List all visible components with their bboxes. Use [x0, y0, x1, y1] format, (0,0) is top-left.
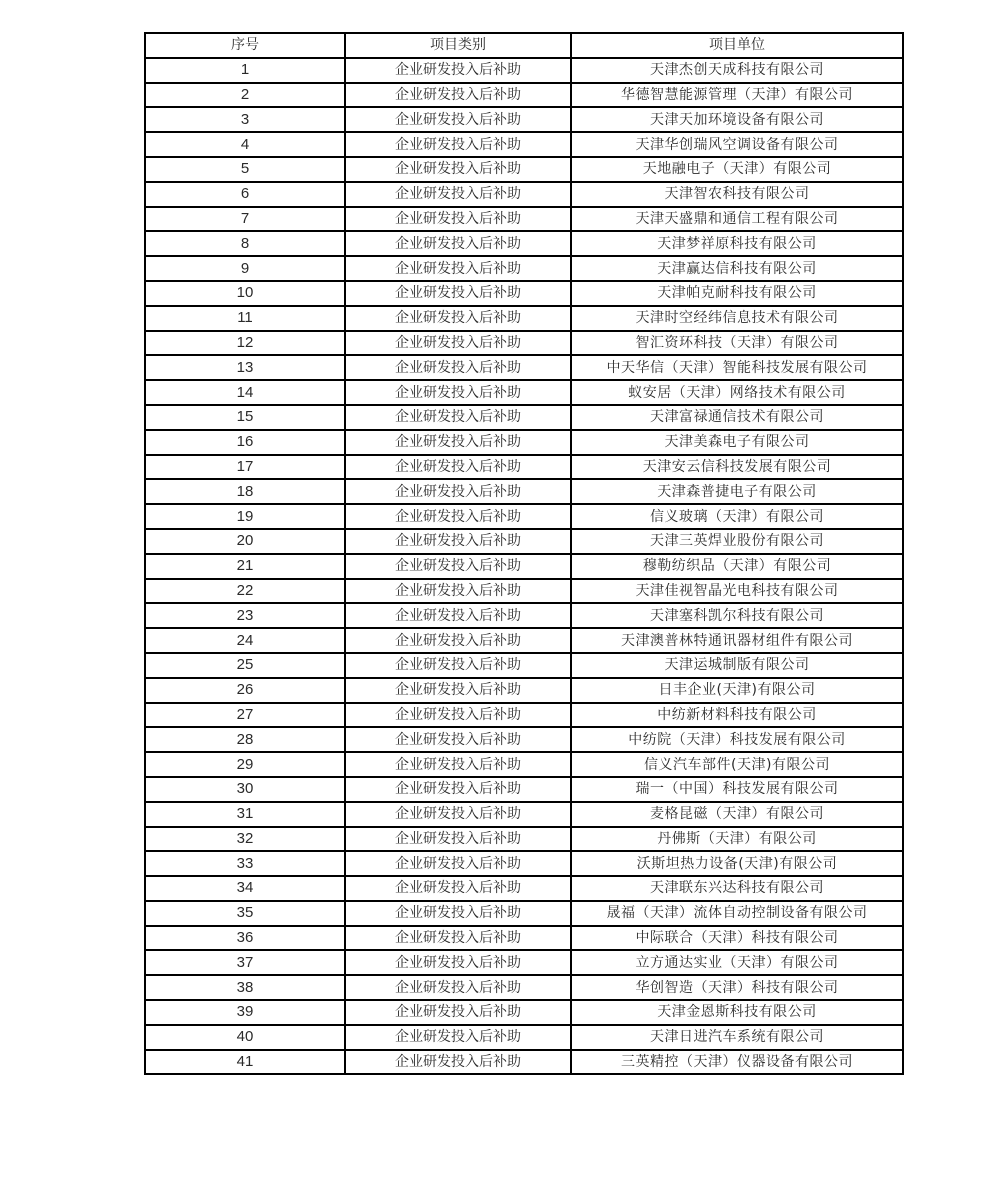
serial-number-cell: 7 — [145, 207, 345, 232]
project-unit-cell: 中际联合（天津）科技有限公司 — [571, 926, 903, 951]
project-unit-cell: 瑞一（中国）科技发展有限公司 — [571, 777, 903, 802]
table-row — [145, 504, 903, 529]
project-category-cell: 企业研发投入后补助 — [345, 455, 571, 480]
serial-number-cell: 21 — [145, 554, 345, 579]
project-unit-cell: 天津金恩斯科技有限公司 — [571, 1000, 903, 1025]
project-unit-cell: 天津塞科凯尔科技有限公司 — [571, 603, 903, 628]
table-row — [145, 752, 903, 777]
project-unit-cell: 信义汽车部件(天津)有限公司 — [571, 752, 903, 777]
table-row — [145, 1000, 903, 1025]
table-row — [145, 58, 903, 83]
project-unit-cell: 穆勒纺织品（天津）有限公司 — [571, 554, 903, 579]
project-unit-cell: 立方通达实业（天津）有限公司 — [571, 950, 903, 975]
serial-number-cell: 9 — [145, 256, 345, 281]
table-row — [145, 777, 903, 802]
project-unit-cell: 天津天加环境设备有限公司 — [571, 107, 903, 132]
serial-number-cell: 22 — [145, 579, 345, 604]
table-row — [145, 827, 903, 852]
table-row — [145, 703, 903, 728]
project-category-cell: 企业研发投入后补助 — [345, 430, 571, 455]
table-row — [145, 132, 903, 157]
table-row — [145, 653, 903, 678]
project-category-cell: 企业研发投入后补助 — [345, 975, 571, 1000]
project-category-cell: 企业研发投入后补助 — [345, 678, 571, 703]
serial-number-cell: 16 — [145, 430, 345, 455]
project-unit-cell: 天津澳普林特通讯器材组件有限公司 — [571, 628, 903, 653]
header-serial-number: 序号 — [145, 33, 345, 58]
project-category-cell: 企业研发投入后补助 — [345, 355, 571, 380]
serial-number-cell: 18 — [145, 479, 345, 504]
project-unit-cell: 天津美森电子有限公司 — [571, 430, 903, 455]
project-unit-cell: 天津华创瑞风空调设备有限公司 — [571, 132, 903, 157]
project-category-cell: 企业研发投入后补助 — [345, 281, 571, 306]
serial-number-cell: 4 — [145, 132, 345, 157]
project-unit-cell: 天津联东兴达科技有限公司 — [571, 876, 903, 901]
project-category-cell: 企业研发投入后补助 — [345, 1050, 571, 1075]
table-row — [145, 628, 903, 653]
project-unit-cell: 天津三英焊业股份有限公司 — [571, 529, 903, 554]
serial-number-cell: 35 — [145, 901, 345, 926]
project-category-cell: 企业研发投入后补助 — [345, 231, 571, 256]
project-category-cell: 企业研发投入后补助 — [345, 331, 571, 356]
project-unit-cell: 天津森普捷电子有限公司 — [571, 479, 903, 504]
project-category-cell: 企业研发投入后补助 — [345, 182, 571, 207]
table-row — [145, 1050, 903, 1075]
project-category-cell: 企业研发投入后补助 — [345, 256, 571, 281]
table-body — [145, 58, 903, 1075]
project-unit-cell: 天地融电子（天津）有限公司 — [571, 157, 903, 182]
table-row — [145, 926, 903, 951]
project-category-cell: 企业研发投入后补助 — [345, 479, 571, 504]
project-unit-cell: 晟福（天津）流体自动控制设备有限公司 — [571, 901, 903, 926]
serial-number-cell: 11 — [145, 306, 345, 331]
project-unit-cell: 中天华信（天津）智能科技发展有限公司 — [571, 355, 903, 380]
project-category-cell: 企业研发投入后补助 — [345, 950, 571, 975]
project-unit-cell: 中纺新材料科技有限公司 — [571, 703, 903, 728]
project-unit-cell: 蚁安居（天津）网络技术有限公司 — [571, 380, 903, 405]
table-row — [145, 876, 903, 901]
project-category-cell: 企业研发投入后补助 — [345, 504, 571, 529]
serial-number-cell: 8 — [145, 231, 345, 256]
project-unit-cell: 天津安云信科技发展有限公司 — [571, 455, 903, 480]
table-row — [145, 256, 903, 281]
table-header-row — [145, 33, 903, 58]
serial-number-cell: 6 — [145, 182, 345, 207]
project-category-cell: 企业研发投入后补助 — [345, 653, 571, 678]
project-unit-cell: 丹佛斯（天津）有限公司 — [571, 827, 903, 852]
table-row — [145, 901, 903, 926]
table-row — [145, 554, 903, 579]
project-category-cell: 企业研发投入后补助 — [345, 529, 571, 554]
project-category-cell: 企业研发投入后补助 — [345, 876, 571, 901]
serial-number-cell: 26 — [145, 678, 345, 703]
project-unit-cell: 天津梦祥原科技有限公司 — [571, 231, 903, 256]
project-category-cell: 企业研发投入后补助 — [345, 727, 571, 752]
table-row — [145, 529, 903, 554]
table-row — [145, 380, 903, 405]
table-row — [145, 405, 903, 430]
serial-number-cell: 2 — [145, 83, 345, 108]
serial-number-cell: 29 — [145, 752, 345, 777]
project-category-cell: 企业研发投入后补助 — [345, 405, 571, 430]
serial-number-cell: 28 — [145, 727, 345, 752]
project-unit-cell: 天津智农科技有限公司 — [571, 182, 903, 207]
header-project-unit: 项目单位 — [571, 33, 903, 58]
table-row — [145, 851, 903, 876]
project-unit-cell: 天津富禄通信技术有限公司 — [571, 405, 903, 430]
project-unit-cell: 华德智慧能源管理（天津）有限公司 — [571, 83, 903, 108]
table-row — [145, 157, 903, 182]
serial-number-cell: 41 — [145, 1050, 345, 1075]
project-category-cell: 企业研发投入后补助 — [345, 554, 571, 579]
table-row — [145, 231, 903, 256]
serial-number-cell: 30 — [145, 777, 345, 802]
table-row — [145, 1025, 903, 1050]
subsidy-list-table — [144, 32, 904, 1075]
project-unit-cell: 天津帕克耐科技有限公司 — [571, 281, 903, 306]
project-unit-cell: 天津赢达信科技有限公司 — [571, 256, 903, 281]
project-unit-cell: 智汇资环科技（天津）有限公司 — [571, 331, 903, 356]
project-unit-cell: 华创智造（天津）科技有限公司 — [571, 975, 903, 1000]
serial-number-cell: 10 — [145, 281, 345, 306]
table-row — [145, 802, 903, 827]
project-unit-cell: 天津时空经纬信息技术有限公司 — [571, 306, 903, 331]
table-row — [145, 479, 903, 504]
serial-number-cell: 14 — [145, 380, 345, 405]
table-row — [145, 306, 903, 331]
project-unit-cell: 天津杰创天成科技有限公司 — [571, 58, 903, 83]
project-category-cell: 企业研发投入后补助 — [345, 157, 571, 182]
table-row — [145, 331, 903, 356]
project-unit-cell: 中纺院（天津）科技发展有限公司 — [571, 727, 903, 752]
project-category-cell: 企业研发投入后补助 — [345, 603, 571, 628]
header-project-category: 项目类别 — [345, 33, 571, 58]
project-unit-cell: 天津日进汽车系统有限公司 — [571, 1025, 903, 1050]
project-category-cell: 企业研发投入后补助 — [345, 207, 571, 232]
serial-number-cell: 23 — [145, 603, 345, 628]
table-row — [145, 455, 903, 480]
serial-number-cell: 37 — [145, 950, 345, 975]
project-category-cell: 企业研发投入后补助 — [345, 628, 571, 653]
table-row — [145, 579, 903, 604]
table-row — [145, 182, 903, 207]
project-unit-cell: 天津佳视智晶光电科技有限公司 — [571, 579, 903, 604]
serial-number-cell: 3 — [145, 107, 345, 132]
project-category-cell: 企业研发投入后补助 — [345, 83, 571, 108]
project-unit-cell: 信义玻璃（天津）有限公司 — [571, 504, 903, 529]
project-unit-cell: 沃斯坦热力设备(天津)有限公司 — [571, 851, 903, 876]
project-unit-cell: 天津运城制版有限公司 — [571, 653, 903, 678]
serial-number-cell: 15 — [145, 405, 345, 430]
serial-number-cell: 39 — [145, 1000, 345, 1025]
serial-number-cell: 20 — [145, 529, 345, 554]
project-category-cell: 企业研发投入后补助 — [345, 703, 571, 728]
table-row — [145, 678, 903, 703]
serial-number-cell: 1 — [145, 58, 345, 83]
project-category-cell: 企业研发投入后补助 — [345, 132, 571, 157]
project-unit-cell: 麦格昆磁（天津）有限公司 — [571, 802, 903, 827]
table-row — [145, 430, 903, 455]
project-category-cell: 企业研发投入后补助 — [345, 851, 571, 876]
project-category-cell: 企业研发投入后补助 — [345, 752, 571, 777]
document-page — [144, 32, 902, 1075]
project-category-cell: 企业研发投入后补助 — [345, 827, 571, 852]
project-category-cell: 企业研发投入后补助 — [345, 579, 571, 604]
project-category-cell: 企业研发投入后补助 — [345, 380, 571, 405]
table-row — [145, 83, 903, 108]
project-category-cell: 企业研发投入后补助 — [345, 777, 571, 802]
project-category-cell: 企业研发投入后补助 — [345, 306, 571, 331]
project-unit-cell: 日丰企业(天津)有限公司 — [571, 678, 903, 703]
table-row — [145, 207, 903, 232]
table-row — [145, 107, 903, 132]
project-unit-cell: 天津天盛鼎和通信工程有限公司 — [571, 207, 903, 232]
serial-number-cell: 31 — [145, 802, 345, 827]
project-category-cell: 企业研发投入后补助 — [345, 1000, 571, 1025]
serial-number-cell: 17 — [145, 455, 345, 480]
serial-number-cell: 34 — [145, 876, 345, 901]
serial-number-cell: 5 — [145, 157, 345, 182]
serial-number-cell: 36 — [145, 926, 345, 951]
project-unit-cell: 三英精控（天津）仪器设备有限公司 — [571, 1050, 903, 1075]
serial-number-cell: 38 — [145, 975, 345, 1000]
serial-number-cell: 40 — [145, 1025, 345, 1050]
serial-number-cell: 33 — [145, 851, 345, 876]
table-row — [145, 975, 903, 1000]
table-row — [145, 950, 903, 975]
serial-number-cell: 24 — [145, 628, 345, 653]
serial-number-cell: 32 — [145, 827, 345, 852]
serial-number-cell: 12 — [145, 331, 345, 356]
serial-number-cell: 27 — [145, 703, 345, 728]
table-row — [145, 727, 903, 752]
serial-number-cell: 13 — [145, 355, 345, 380]
table-row — [145, 603, 903, 628]
serial-number-cell: 25 — [145, 653, 345, 678]
project-category-cell: 企业研发投入后补助 — [345, 802, 571, 827]
project-category-cell: 企业研发投入后补助 — [345, 926, 571, 951]
project-category-cell: 企业研发投入后补助 — [345, 107, 571, 132]
project-category-cell: 企业研发投入后补助 — [345, 1025, 571, 1050]
table-row — [145, 281, 903, 306]
serial-number-cell: 19 — [145, 504, 345, 529]
table-row — [145, 355, 903, 380]
project-category-cell: 企业研发投入后补助 — [345, 901, 571, 926]
project-category-cell: 企业研发投入后补助 — [345, 58, 571, 83]
